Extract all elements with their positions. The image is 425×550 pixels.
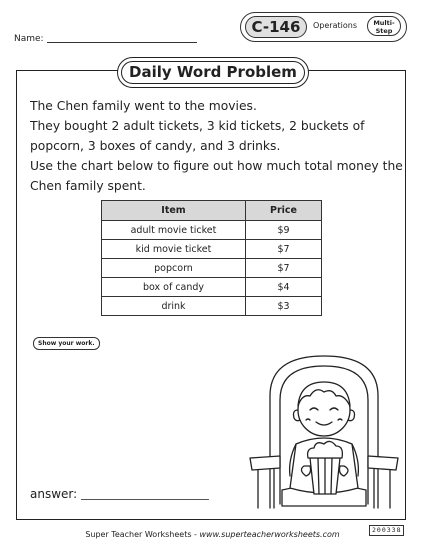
name-field bbox=[14, 34, 197, 44]
table-row bbox=[102, 221, 322, 240]
price-cell: $7 bbox=[246, 240, 322, 259]
answer-label: answer: bbox=[30, 487, 78, 501]
problem-line: Use the chart below to figure out how much total money the bbox=[30, 159, 403, 173]
worksheet-badge bbox=[240, 12, 407, 42]
item-cell: adult movie ticket bbox=[102, 221, 246, 240]
footer bbox=[0, 530, 425, 539]
level-line-1: Multi- bbox=[373, 19, 395, 27]
problem-line: popcorn, 3 boxes of candy, and 3 drinks. bbox=[30, 139, 281, 153]
category-label: Operations bbox=[313, 21, 357, 30]
worksheet-code: C-146 bbox=[245, 16, 307, 38]
price-cell: $9 bbox=[246, 221, 322, 240]
name-input-line[interactable] bbox=[47, 42, 197, 43]
price-cell: $3 bbox=[246, 297, 322, 316]
level-badge bbox=[367, 16, 401, 36]
price-cell: $7 bbox=[246, 259, 322, 278]
word-problem bbox=[30, 96, 405, 196]
answer-field bbox=[30, 487, 209, 501]
name-label: Name: bbox=[14, 34, 44, 44]
column-header-item: Item bbox=[102, 201, 246, 221]
answer-input-line[interactable] bbox=[81, 499, 209, 500]
title-banner bbox=[117, 57, 309, 88]
footer-brand: Super Teacher Worksheets - bbox=[85, 530, 200, 539]
problem-line: Chen family spent. bbox=[30, 179, 146, 193]
show-work-label: Show your work. bbox=[33, 337, 100, 350]
item-cell: popcorn bbox=[102, 259, 246, 278]
price-table bbox=[101, 200, 322, 316]
table-row bbox=[102, 297, 322, 316]
document-code: 200338 bbox=[369, 525, 404, 536]
table-row bbox=[102, 240, 322, 259]
item-cell: drink bbox=[102, 297, 246, 316]
item-cell: kid movie ticket bbox=[102, 240, 246, 259]
column-header-price: Price bbox=[246, 201, 322, 221]
page-title: Daily Word Problem bbox=[121, 61, 305, 84]
table-header-row bbox=[102, 201, 322, 221]
problem-line: They bought 2 adult tickets, 3 kid tickets, 2 buckets of bbox=[30, 119, 365, 133]
table-row bbox=[102, 259, 322, 278]
item-cell: box of candy bbox=[102, 278, 246, 297]
boy-with-popcorn-illustration bbox=[248, 348, 400, 513]
footer-site: www.superteacherworksheets.com bbox=[199, 530, 340, 539]
problem-line: The Chen family went to the movies. bbox=[30, 99, 257, 113]
level-line-2: Step bbox=[375, 27, 393, 35]
table-row bbox=[102, 278, 322, 297]
price-cell: $4 bbox=[246, 278, 322, 297]
